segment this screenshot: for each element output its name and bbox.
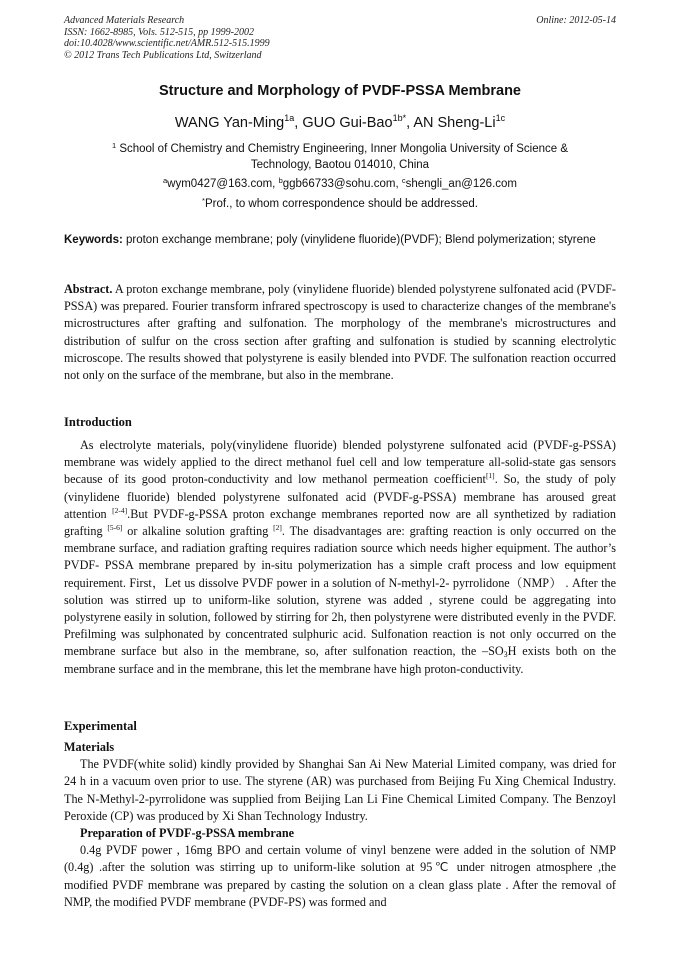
email-separator: , [272, 178, 279, 190]
keywords-text: proton exchange membrane; poly (vinylidene fluoride)(PVDF); Blend polymerization; styrene [122, 234, 596, 246]
paper-title: Structure and Morphology of PVDF-PSSA Membrane [159, 83, 521, 99]
author-affil-mark: 1c [495, 113, 506, 123]
text-run: .But PVDF-g-PSSA proton exchange membranes reported now are all synthetized by radiation grafting [64, 506, 616, 539]
email-separator: , [395, 178, 402, 190]
experimental-body [64, 739, 616, 911]
citation-mark: [5-6] [107, 523, 123, 533]
correspondence-note [64, 196, 616, 210]
introduction-heading: Introduction [64, 415, 132, 429]
author-affil-mark: 1b* [392, 113, 407, 123]
abstract-label: Abstract. [64, 282, 113, 296]
text-run: or alkaline solution grafting [122, 524, 274, 539]
citation-mark: [1] [485, 471, 495, 481]
preparation-paragraph: 0.4g PVDF power , 16mg BPO and certain volume of vinyl benzene were added in the solution of NMP (0.4g) .after the solution was stirring up to uniform-like solution at 95℃ under nitrogen atmosphere ,the modified PVDF membrane was prepared by casting the solution on a clean glass plate . After the removal of NMP, the modified PVDF membrane (PVDF-PS) was formed and [64, 843, 616, 909]
citation-mark: [2-4] [112, 505, 128, 515]
materials-paragraph: The PVDF(white solid) kindly provided by Shanghai San Ai New Material Limited company, was dried for 24 h in a vacuum oven prior to use. The styrene (AR) was purchased from Beijing Fu Xing Chemical Industry. The N-Methyl-2-pyrrolidone was supplied from Beijing Lan Li Fine Chemical Limited Company. The Benzoyl Peroxide (CP) was produced by Xi Shan Technology Industry. [64, 757, 616, 823]
text-run: As electrolyte materials, poly(vinylidene fluoride) blended polystyrene sulfonated acid (PVDF-g-PSSA) membrane was widely applied to the direct methanol fuel cell and low temperature all-solid-state gas sensors because of its good proton-conductivity and low methanol permeation coefficient [64, 438, 616, 487]
citation-mark: [2] [273, 523, 282, 533]
author-name: GUO Gui-Bao [302, 115, 393, 131]
author-name: AN Sheng-Li [413, 115, 496, 131]
author-list [64, 113, 616, 131]
affiliation-mark: 1 [111, 141, 117, 150]
abstract-text: A proton exchange membrane, poly (vinylidene fluoride) blended polystyrene sulfonated acid (PVDF-PSSA) was prepared. Fourier transform infrared spectroscopy is used to characterize changes of the membrane's microstructures after grafting and sulfonation. The morphology of the membrane's microstructures and distribution of sulfur on the cross section after grafting and sulfonation is studied by scanning electrolytic microscope. The results showed that polystyrene is easily blended into PVDF. The sulfonation reaction occurred not only on the surface of the membrane, but also in the membrane. [64, 282, 616, 383]
introduction-body [64, 437, 616, 678]
keywords-label: Keywords: [64, 234, 123, 246]
experimental-heading: Experimental [64, 719, 137, 733]
abstract [64, 281, 616, 384]
journal-name: Advanced Materials Research [64, 15, 185, 26]
preparation-heading: Preparation of PVDF-g-PSSA membrane [80, 826, 295, 841]
email-mark: c [401, 176, 406, 185]
email-mark: a [163, 176, 168, 185]
email-address[interactable]: ggb66733@sohu.com [282, 178, 396, 190]
email-mark: b [278, 176, 283, 185]
online-date: Online: 2012-05-14 [536, 15, 616, 26]
issn-line: ISSN: 1662-8985, Vols. 512-515, pp 1999-2002 [64, 26, 254, 38]
affiliation [86, 138, 594, 173]
author-separator: , [294, 115, 303, 131]
author-separator: , [406, 115, 414, 131]
subscript: 3 [503, 650, 508, 660]
author-name: WANG Yan-Ming [174, 115, 285, 131]
text-run: H exists both on the membrane surface and in the membrane, this let the membrane have high proton-conductivity. [64, 644, 616, 676]
copyright-line: © 2012 Trans Tech Publications Ltd, Switzerland [64, 49, 262, 61]
email-address[interactable]: wym0427@163.com [167, 178, 273, 190]
doi-line: doi:10.4028/www.scientific.net/AMR.512-515.1999 [64, 38, 270, 49]
email-list [64, 176, 616, 190]
email-address[interactable]: shengli_an@126.com [405, 178, 517, 190]
text-run: . The disadvantages are: grafting reaction is only occurred on the membrane surface, and radiation grafting requires radiation source which needs higher equipment. The author’s PVDF- PSSA membrane prepared by in-situ polymerization has a simple craft process and low equipment requirement. First，Let us dissolve PVDF power in a solution of N-methyl-2- pyrrolidone（NMP） . After the solution was stirred up to uniform-like solution, styrene was added , styrene could be aggregating into polystyrene easily in solution, followed by stirring for 2h, then polystyrene were distributed evenly in the PVDF. Prefilming was sulphonated by concentrated sulphuric acid. Sulfonation reaction is not only occurred on the membrane surface but also in the membrane, so, after sulfonation reaction, the –SO [64, 524, 616, 659]
introduction-paragraph [64, 437, 616, 678]
correspondence-text: Prof., to whom correspondence should be addressed. [204, 198, 478, 210]
affiliation-text: School of Chemistry and Chemistry Engineering, Inner Mongolia University of Science & Technology, Baotou 014010, China [119, 143, 569, 171]
journal-header [64, 15, 616, 61]
correspondence-mark: * [202, 196, 205, 205]
keywords [64, 233, 616, 247]
author-affil-mark: 1a [284, 113, 295, 123]
text-run: . So, the study of poly (vinylidene fluoride) blended polystyrene sulfonated acid (PVDF-g-PSSA) membrane has aroused great attention [64, 472, 616, 521]
materials-heading: Materials [64, 740, 115, 754]
